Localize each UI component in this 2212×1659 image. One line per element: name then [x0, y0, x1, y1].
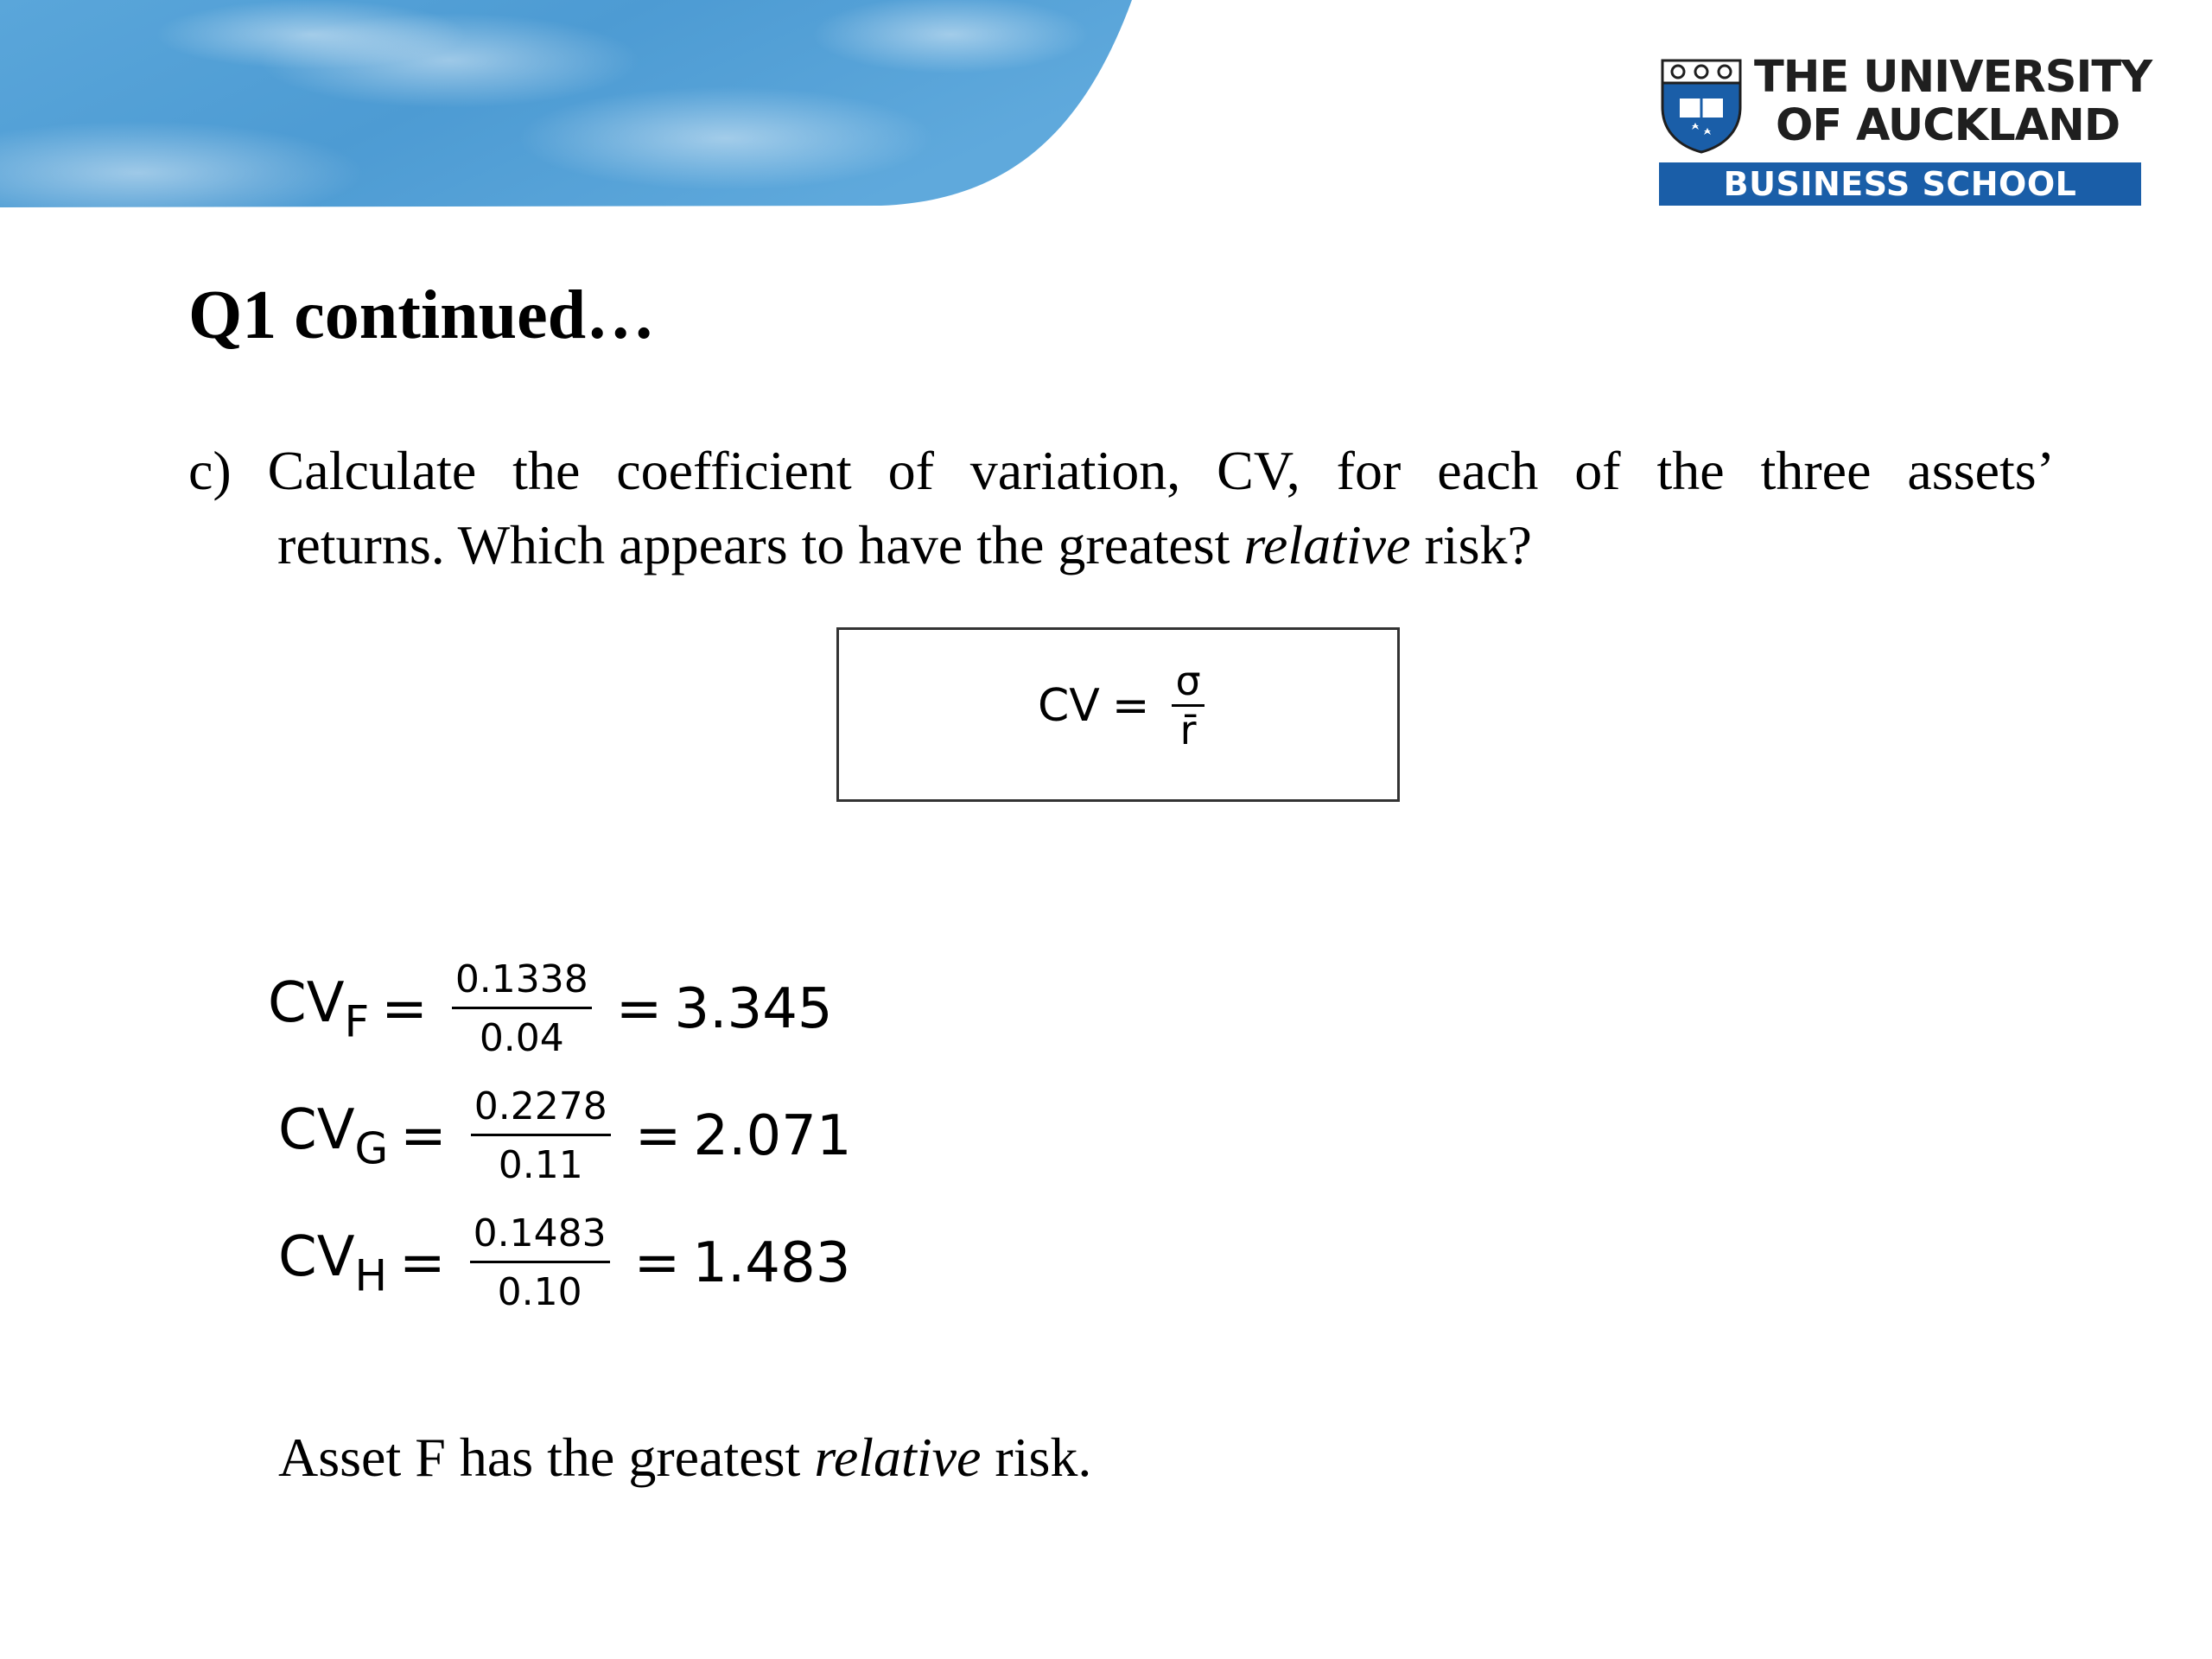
- calc-numerator: 0.1338: [454, 957, 588, 1001]
- calc-lhs-base: CV: [278, 1097, 355, 1162]
- conclusion-start: Asset F has the greatest: [278, 1427, 815, 1488]
- calc-result: 3.345: [674, 976, 833, 1041]
- calc-lhs: [278, 1098, 388, 1173]
- cv-formula-denominator: r̄: [1179, 707, 1197, 753]
- cv-formula-fraction: [1172, 658, 1204, 753]
- logo-business-school-band: BUSINESS SCHOOL: [1659, 162, 2141, 206]
- conclusion-end: risk.: [981, 1427, 1092, 1488]
- calc-lhs-base: CV: [268, 970, 345, 1035]
- calc-equals: =: [633, 1230, 681, 1295]
- calc-result: 1.483: [692, 1230, 851, 1295]
- logo-university-location: OF AUCKLAND: [1776, 100, 2120, 151]
- question-line-2: [188, 508, 2055, 582]
- fraction-bar: [452, 1007, 592, 1009]
- calc-fraction: [470, 1211, 610, 1314]
- cv-formula: [1038, 658, 1215, 753]
- conclusion-emphasis: relative: [814, 1427, 982, 1488]
- question-line-1: c) Calculate the coefficient of variation, CV, for each of the three assets’: [188, 440, 2055, 501]
- calc-row-asset-g: [278, 1084, 852, 1187]
- calc-row-asset-h: [278, 1211, 850, 1314]
- cv-formula-box: [836, 627, 1400, 802]
- calc-lhs-subscript: F: [344, 996, 370, 1047]
- cv-formula-numerator: σ: [1175, 658, 1201, 704]
- question-line-2-start: returns. Which appears to have the greatest: [277, 514, 1244, 575]
- cv-formula-equals: =: [1111, 679, 1150, 732]
- calc-lhs-subscript: G: [354, 1123, 389, 1174]
- calc-lhs-subscript: H: [354, 1250, 387, 1301]
- calc-denominator: 0.10: [497, 1270, 582, 1314]
- conclusion-text: [278, 1427, 1092, 1488]
- calc-equals: =: [615, 976, 663, 1041]
- calc-numerator: 0.1483: [473, 1211, 607, 1255]
- crest-icon: [1659, 57, 1744, 154]
- calc-lhs: [268, 971, 369, 1046]
- fraction-bar: [471, 1134, 611, 1136]
- calc-result: 2.071: [693, 1103, 852, 1168]
- question-text: [188, 434, 2055, 582]
- calc-lhs-base: CV: [278, 1224, 355, 1289]
- calc-fraction: [471, 1084, 611, 1187]
- calc-numerator: 0.2278: [474, 1084, 607, 1128]
- logo-university-name: THE UNIVERSITY: [1754, 52, 2152, 103]
- question-emphasis: relative: [1243, 514, 1411, 575]
- calc-row-asset-f: [268, 957, 833, 1060]
- calc-equals: =: [634, 1103, 682, 1168]
- slide-title: Q1 continued…: [188, 277, 656, 353]
- sky-banner: [0, 0, 1132, 207]
- calc-equals: =: [400, 1103, 447, 1168]
- university-logo: [1659, 52, 2152, 206]
- calc-denominator: 0.11: [498, 1143, 583, 1187]
- calc-denominator: 0.04: [479, 1016, 564, 1060]
- calc-equals: =: [381, 976, 428, 1041]
- calc-fraction: [452, 957, 592, 1060]
- cv-formula-lhs: CV: [1038, 679, 1100, 732]
- calc-lhs: [278, 1225, 387, 1300]
- calc-equals: =: [399, 1230, 446, 1295]
- fraction-bar: [470, 1261, 610, 1263]
- question-line-2-end: risk?: [1410, 514, 1532, 575]
